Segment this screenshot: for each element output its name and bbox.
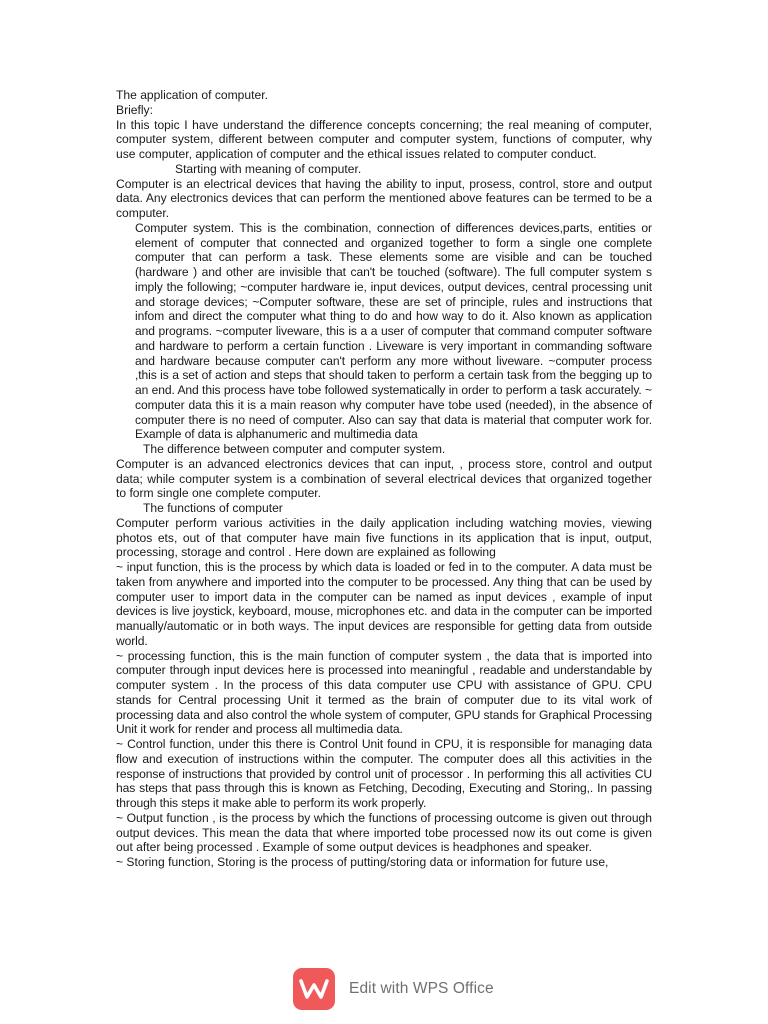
paragraph-functions: Computer perform various activities in the daily application including watching movies, viewing photos ets, out of that computer have main five functions in its application that is input, output, processing, storage and control . Here down are explained as following xyxy=(116,515,652,560)
paragraph-difference: Computer is an advanced electronics devices that can input, , process store, control and output data; while computer system is a combination of several electrical devices that organized together to form single one complete computer. xyxy=(116,456,652,501)
heading-difference: The difference between computer and computer system. xyxy=(143,442,446,456)
intro-paragraph: In this topic I have understand the difference concepts concerning; the real meaning of computer, computer system, different between computer and computer system, functions of computer, why use computer, application of computer and the ethical issues related to computer conduct. xyxy=(116,117,652,161)
paragraph-meaning: Computer is an electrical devices that having the ability to input, prosess, control, store and output data. Any electronics devices that can perform the mentioned above features can be termed to be a computer. xyxy=(116,176,652,220)
paragraph-output-function: ~ Output function , is the process by which the functions of processing outcome is given out through output devices. This mean the data that where imported tobe processed now its out come is given out after being processed . Example of some output devices is headphones and speaker. xyxy=(116,810,652,855)
document-body xyxy=(116,88,652,870)
wps-watermark-label: Edit with WPS Office xyxy=(349,980,494,997)
briefly-label: Briefly: xyxy=(116,102,153,117)
heading-functions: The functions of computer xyxy=(143,501,283,515)
paragraph-input-function: ~ input function, this is the process by which data is loaded or fed in to the computer. A data must be taken from anywhere and imported into the computer to be processed. Any thing that can be used by computer user to import data in the computer can be named as input devices , example of input devices is live joystick, keyboard, mouse, microphones etc. and data in the computer can be imported manually/automatic or in both ways. The input devices are responsible for getting data from outside world. xyxy=(116,560,652,648)
paragraph-storing-function: ~ Storing function, Storing is the process of putting/storing data or information for future use, xyxy=(116,855,609,869)
document-title: The application of computer. xyxy=(116,88,268,102)
heading-meaning: Starting with meaning of computer. xyxy=(175,161,362,176)
wps-watermark xyxy=(293,968,494,1010)
wps-logo-icon xyxy=(293,968,335,1010)
paragraph-computer-system: Computer system. This is the combination, connection of differences devices,parts, entities or element of computer that connected and organized together to form a single one complete computer that can perform a task. These elements some are visible and can be touched (hardware ) and other are invisible that can't be touched (software). The full computer system s imply the following; ~computer hardware ie, input devices, output devices, central processing unit and storage devices; ~Computer software, these are set of principle, rules and instructions that infom and direct the computer what thing to do and how way to do it. Also known as application and programs. ~computer liveware, this is a a user of computer that command computer software and hardware to perform a certain function . Liveware is very important in commanding software and hardware because computer can't perform any more without liveware. ~computer process ,this is a set of action and steps that should taken to perform a certain task from the begging up to an end. And this process have tobe followed systematically in order to perform a task accurately. ~ computer data this it is a main reason why computer have tobe used (needed), in the absence of computer there is no need of computer. Also can say that data is material that computer work for. Example of data is alphanumeric and multimedia data xyxy=(135,220,652,442)
paragraph-processing-function: ~ processing function, this is the main function of computer system , the data that is imported into computer through input devices here is processed into meaningful , readable and understandable by computer system . In the process of this data computer use CPU with assistance of GPU. CPU stands for Central processing Unit it termed as the brain of computer due to its vital work of processing data and also control the whole system of computer, GPU stands for Graphical Processing Unit it work for render and process all multimedia data. xyxy=(116,648,652,737)
paragraph-control-function: ~ Control function, under this there is Control Unit found in CPU, it is responsible for managing data flow and execution of instructions within the computer. The computer does all this activities in the response of instructions that provided by control unit of processor . In performing this all activities CU has steps that pass through this is known as Fetching, Decoding, Executing and Storing,. In passing through this steps it make able to perform its work properly. xyxy=(116,737,652,810)
wps-w-glyph xyxy=(299,978,329,1000)
